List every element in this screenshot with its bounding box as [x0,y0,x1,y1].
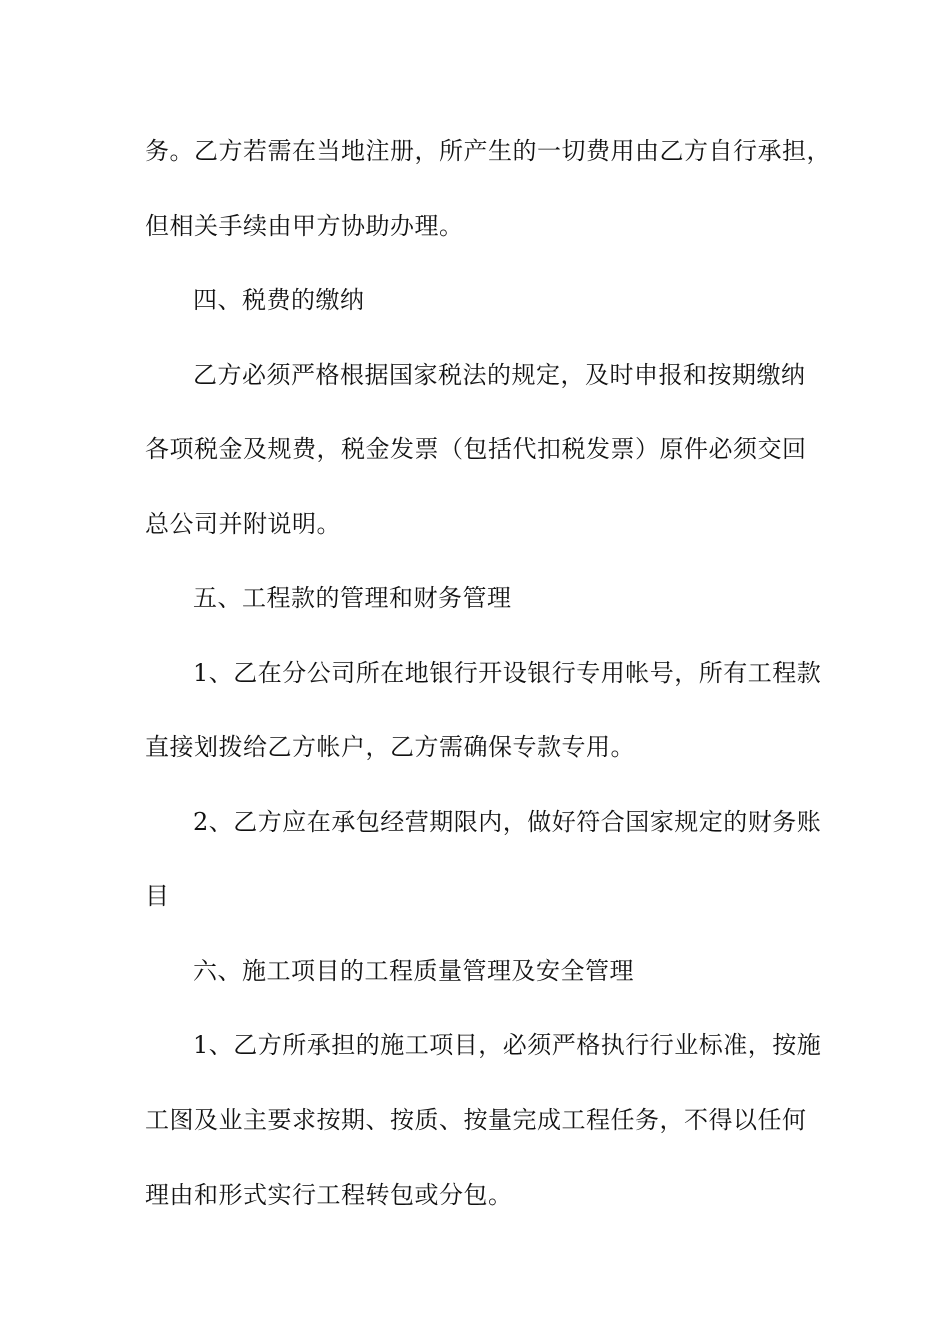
body-text-line: 1、乙在分公司所在地银行开设银行专用帐号，所有工程款 [193,659,822,687]
body-text-line: 1、乙方所承担的施工项目，必须严格执行行业标准，按施 [193,1031,822,1059]
body-text-line: 工图及业主要求按期、按质、按量完成工程任务，不得以任何 [145,1106,807,1134]
body-text-line: 2、乙方应在承包经营期限内，做好符合国家规定的财务账 [193,808,822,836]
body-text-line: 目 [145,882,170,910]
body-text-line: 但相关手续由甲方协助办理。 [145,212,464,240]
body-text-line: 乙方必须严格根据国家税法的规定，及时申报和按期缴纳 [193,361,806,389]
body-text-line: 各项税金及规费，税金发票（包括代扣税发票）原件必须交回 [145,435,807,463]
body-text-line: 务。乙方若需在当地注册，所产生的一切费用由乙方自行承担， [145,137,831,165]
section-heading-quality: 六、施工项目的工程质量管理及安全管理 [193,957,634,985]
section-heading-tax: 四、税费的缴纳 [193,286,365,314]
body-text-line: 理由和形式实行工程转包或分包。 [145,1181,513,1209]
section-heading-finance: 五、工程款的管理和财务管理 [193,584,512,612]
body-text-line: 直接划拨给乙方帐户，乙方需确保专款专用。 [145,733,635,761]
body-text-line: 总公司并附说明。 [145,510,341,538]
